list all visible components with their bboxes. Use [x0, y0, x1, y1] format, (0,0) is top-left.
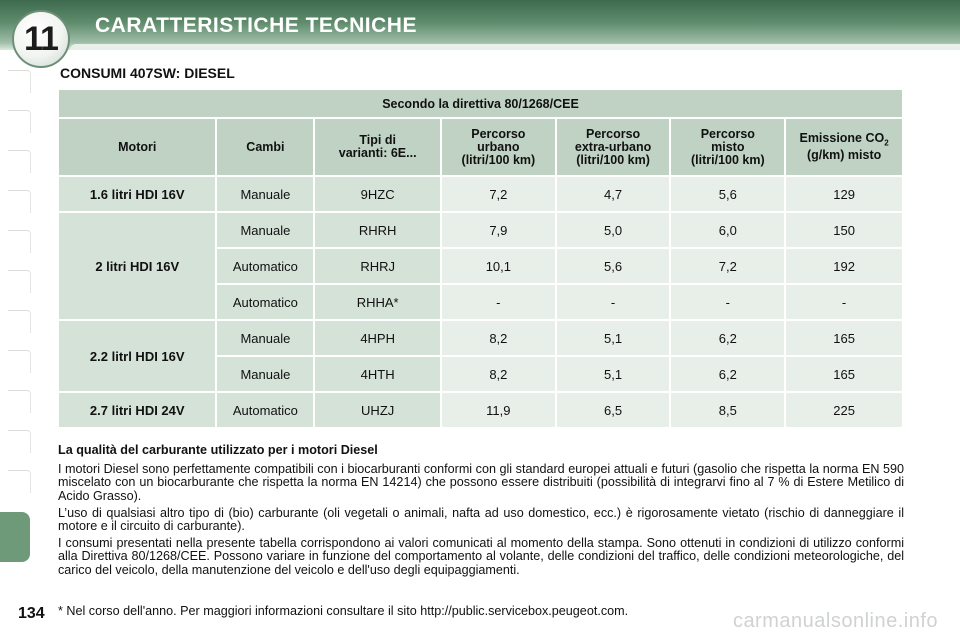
extra-urbano-cell: 6,5: [557, 393, 670, 427]
gear-cell: Manuale: [217, 321, 313, 355]
chapter-tab[interactable]: [8, 390, 31, 413]
misto-cell: 7,2: [671, 249, 784, 283]
misto-cell: 5,6: [671, 177, 784, 211]
variant-cell: RHHA*: [315, 285, 440, 319]
urbano-cell: 8,2: [442, 357, 555, 391]
table-row: [59, 213, 902, 247]
chapter-tab[interactable]: [8, 150, 31, 173]
table-row: [59, 393, 902, 427]
gear-cell: Manuale: [217, 357, 313, 391]
engine-cell: 2.7 litri HDI 24V: [59, 393, 215, 427]
directive-header: Secondo la direttiva 80/1268/CEE: [59, 90, 902, 117]
column-headers: [59, 119, 902, 175]
urbano-cell: 7,2: [442, 177, 555, 211]
variant-cell: UHZJ: [315, 393, 440, 427]
header-extra-urbano: Percorso extra-urbano (litri/100 km): [557, 119, 670, 175]
table-row: [59, 177, 902, 211]
misto-cell: 8,5: [671, 393, 784, 427]
misto-cell: 6,2: [671, 321, 784, 355]
variant-cell: RHRJ: [315, 249, 440, 283]
gear-cell: Automatico: [217, 393, 313, 427]
misto-cell: 6,2: [671, 357, 784, 391]
co2-cell: -: [786, 285, 902, 319]
consumption-table: [57, 88, 904, 429]
active-chapter-tab[interactable]: [0, 512, 30, 562]
urbano-cell: -: [442, 285, 555, 319]
chapter-number: 11: [24, 19, 58, 58]
extra-urbano-cell: 4,7: [557, 177, 670, 211]
engine-cell: 1.6 litri HDI 16V: [59, 177, 215, 211]
notes-title: La qualità del carburante utilizzato per i motori Diesel: [58, 443, 378, 457]
page-number: 134: [18, 605, 45, 622]
footnote: * Nel corso dell'anno. Per maggiori informazioni consultare il sito http://public.servicebox.peugeot.com.: [58, 604, 629, 618]
chapter-tab[interactable]: [8, 110, 31, 133]
header-cambi: Cambi: [217, 119, 313, 175]
variant-cell: 9HZC: [315, 177, 440, 211]
engine-cell: 2 litri HDI 16V: [59, 213, 215, 319]
chapter-tab[interactable]: [8, 470, 31, 493]
table-row: [59, 321, 902, 355]
header-underline: [70, 44, 960, 50]
co2-cell: 129: [786, 177, 902, 211]
gear-cell: Automatico: [217, 249, 313, 283]
chapter-tab[interactable]: [8, 430, 31, 453]
variant-cell: RHRH: [315, 213, 440, 247]
gear-cell: Automatico: [217, 285, 313, 319]
notes-paragraph: I consumi presentati nella presente tabella corrispondono ai valori comunicati al momento della stampa. Sono ottenuti in condizioni di utilizzo conformi alla Direttiva 80/1268/CEE. Possono variare in funzione del comportamento al volante, delle condizioni del traffico, delle condizioni meteorologiche, del carico del veicolo, della manutenzione del veicolo e dell'uso degli equipaggiamenti.: [58, 536, 904, 577]
notes-paragraph: L’uso di qualsiasi altro tipo di (bio) carburante (oli vegetali o animali, nafta ad uso domestico, ecc.) è rigorosamente vietato (rischio di danneggiare il motore e il circuito di carburante).: [58, 505, 904, 534]
section-title: CONSUMI 407SW: DIESEL: [60, 65, 235, 81]
chapter-tab[interactable]: [8, 310, 31, 333]
fuel-quality-notes: [58, 444, 904, 581]
chapter-tab[interactable]: [8, 190, 31, 213]
co2-cell: 165: [786, 321, 902, 355]
chapter-tab[interactable]: [8, 230, 31, 253]
co2-cell: 225: [786, 393, 902, 427]
header-emission: Emissione $CO_2$ (g/km) misto: [786, 119, 902, 175]
urbano-cell: 11,9: [442, 393, 555, 427]
urbano-cell: 8,2: [442, 321, 555, 355]
variant-cell: 4HPH: [315, 321, 440, 355]
chapter-badge: [12, 10, 70, 68]
watermark: carmanualsonline.info: [732, 610, 938, 632]
header-tipi: Tipi di varianti: 6E...: [315, 119, 440, 175]
engine-cell: 2.2 litrl HDI 16V: [59, 321, 215, 391]
header-motori: Motori: [59, 119, 215, 175]
urbano-cell: 10,1: [442, 249, 555, 283]
misto-cell: -: [671, 285, 784, 319]
chapter-tab[interactable]: [8, 270, 31, 293]
urbano-cell: 7,9: [442, 213, 555, 247]
extra-urbano-cell: 5,0: [557, 213, 670, 247]
gear-cell: Manuale: [217, 177, 313, 211]
notes-paragraph: I motori Diesel sono perfettamente compatibili con i biocarburanti conformi con gli standard europei attuali e futuri (gasolio che rispetta la norma EN 590 miscelato con un biocarburante che rispetta la norma EN 14214) che possono essere distribuiti (possibilità di integrarvi fino al 7 % di Estere Metilico di Acido Grasso).: [58, 462, 904, 503]
co2-cell: 192: [786, 249, 902, 283]
header-urbano: Percorso urbano (litri/100 km): [442, 119, 555, 175]
co2-cell: 150: [786, 213, 902, 247]
extra-urbano-cell: 5,1: [557, 357, 670, 391]
misto-cell: 6,0: [671, 213, 784, 247]
page-title: CARATTERISTICHE TECNICHE: [95, 14, 417, 37]
chapter-tab[interactable]: [8, 350, 31, 373]
extra-urbano-cell: -: [557, 285, 670, 319]
extra-urbano-cell: 5,1: [557, 321, 670, 355]
header-misto: Percorso misto (litri/100 km): [671, 119, 784, 175]
chapter-tab[interactable]: [8, 70, 31, 93]
extra-urbano-cell: 5,6: [557, 249, 670, 283]
gear-cell: Manuale: [217, 213, 313, 247]
co2-cell: 165: [786, 357, 902, 391]
variant-cell: 4HTH: [315, 357, 440, 391]
